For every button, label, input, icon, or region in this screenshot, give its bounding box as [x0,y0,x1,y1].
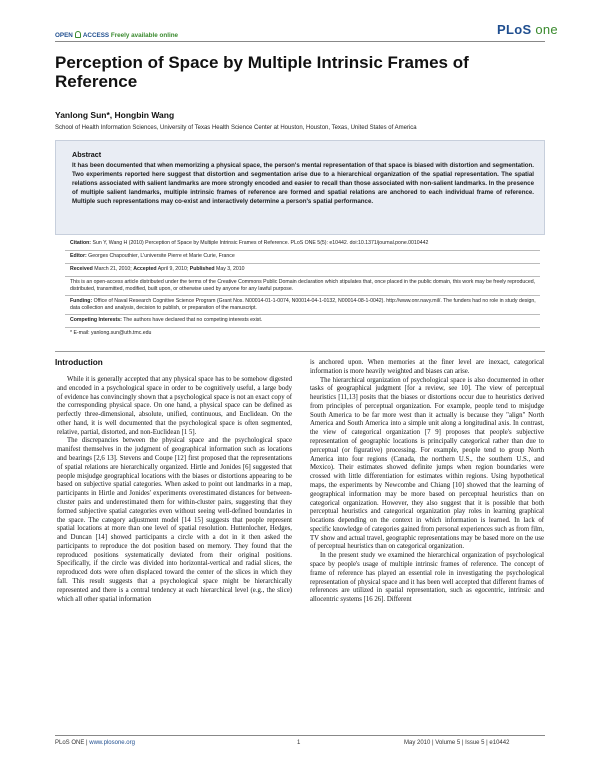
paragraph: In the present study we examined the hierarchical organization of psychological space by people's usage of multiple intrinsic frames of reference. The concept of frame of reference has played an essential role in investigating the psychological representation of physical space and it has been well accepted that different frames of references are utilized in spatial representation, such as egocentric, intrinsic and allocentric systems [16 26]. Different [310,552,544,604]
author-email: * E-mail: yanlong.sun@uth.tmc.edu [70,330,152,336]
journal-logo [497,22,558,37]
open-access-banner [55,31,178,39]
meta-divider [65,250,540,251]
citation-text: Sun Y, Wang H (2010) Perception of Space by Multiple Intrinsic Frames of Reference. PLoS ONE 5(5): e10442. doi:10.1371/journal.pone.0010442 [92,240,429,246]
paragraph: is anchored upon. When memories at the finer level are inexact, categorical information is more heavily weighted and biases can arise. [310,359,544,375]
paragraph: The discrepancies between the physical space and the psychological space manifest themselves in the judgment of geographical information such as locations and bearings [2,6 13]. Stevens and Coupe [12] first proposed that the representations of spatial relations are hierarchically organized. Hirtle and Jonides [6] suggested that people misjudge geographical locations with the biases or distortions appearing to be based on subjective spatial categories. When asked to point out landmarks in a map, participants in Hirtle and Jonides' experiments overestimated distances for between-cluster pairs and underestimated them for within-cluster pairs, suggesting that they formed subjective spatial categories even without seeing well-defined boundaries in the space. The category adjustment model [14 15] suggests that people represent spatial locations at more than one level of spatial resolution. Huttenlocher, Hedges, and Duncan [14] showed participants a circle with a dot in it then asked the participants to reproduce the dot position based on memory. They found that the reproduced positions systematically deviated from their original positions. Specifically, if the circle was divided into horizontal-vertical and radial slices, the reproduced dots were often displaced toward the center of the slices in which they fall. This result suggests that a psychological space might be hierarchically represented and there is a central tendency at each hierarchical level (e.g., the slice) which all other spatial information [57,437,292,603]
journal-header [0,0,600,58]
received-label: Received [70,266,93,272]
left-column [57,376,292,604]
accepted-label: Accepted [133,266,157,272]
freely-available-label: Freely available online [110,32,179,39]
section-rule [55,351,545,352]
competing-text: The authors have declared that no competing interests exist. [123,317,263,323]
license-text: This is an open-access article distributed under the terms of the Creative Commons Public Domain declaration which stipulates that, once placed in the public domain, this work may be freely reproduced, distributed, transmitted, modified, built upon, or otherwise used by anyone for any lawful purpose. [70,279,536,293]
abstract-text: It has been documented that when memorizing a physical space, the person's mental representation of that space is biased with distortion and segmentation. Two experiments reported here suggest that distortion and segmentation arise due to a hierarchical organization of the spatial representation. The spatial relations associated with salient landmarks are more strongly encoded and easier to recall than those associated with non-salient landmarks. In the presence of multiple salient landmarks, multiple intrinsic frames of reference are formed and spatial relations are anchored to each individual frame of reference. Multiple such representations may co-exist and interactively determine a person's spatial performance. [72,162,534,205]
received-date: March 21, 2010; [94,266,132,272]
page-number: 1 [297,740,301,746]
header-rule [55,41,545,42]
footer-journal-name: PLoS ONE [55,740,85,746]
citation-label: Citation: [70,240,92,246]
meta-divider [65,295,540,296]
footer-rule [55,735,545,736]
footer-separator: | [86,740,88,746]
accepted-date: April 9, 2010; [157,266,189,272]
editor-line [70,253,540,260]
citation-line [70,240,540,247]
published-date: May 3, 2010 [216,266,245,272]
open-label: OPEN [55,32,73,39]
logo-one: one [535,22,558,37]
meta-divider [65,327,540,328]
author-affiliation: School of Health Information Sciences, University of Texas Health Science Center at Houston, Houston, Texas, United States of America [55,125,417,131]
meta-divider [65,276,540,277]
introduction-heading: Introduction [55,358,103,367]
right-column [310,359,544,605]
abstract-heading: Abstract [72,150,102,159]
meta-divider [65,263,540,264]
editor-text: Georges Chapouthier, L'universite Pierre et Marie Curie, France [88,253,235,259]
paragraph: The hierarchical organization of psychological space is also documented in other tasks of geographical judgment [for a review, see 10]. The view of perceptual heuristics [11,13] posits that the biases or distortions occur due to heuristics derived from principles of perceptual organization. For example, people tend to misjudge South America to be far more west than it actually is because they "align" North America and South America into a simple unit along a longitudinal axis. In contrast, the view of categorical organization [7 9] proposes that people's subjective representation of geographic locations is principally categorical rather than due to perceptual (or figurative) processing. For example, people tend to group North America into four regions (Canada, the northern U.S., the southern U.S., and Mexico). Their estimates showed definite jumps when region boundaries were crossed with little differentiation for estimates within regions. Using hypothetical maps, the experiments by Newcombe and Chiang [10] showed that the learning of geographical information may be more based on perceptual heuristics than on categorical organization. However, they also suggest that it is possible that both perceptual heuristics and categorical organization play roles in learning graphical locations depending on the context in which information is learned. In lack of specific knowledge of categories gained from personal experiences such as from film, TV show and actual travel, geographic representations may be based more on the use of perceptual heuristics than on categorical organization. [310,376,544,551]
published-label: Published [189,266,215,272]
open-lock-icon [75,31,81,38]
issue-info: May 2010 | Volume 5 | Issue 5 | e10442 [404,740,510,746]
access-label: ACCESS [82,32,110,39]
funding-line [70,298,540,312]
meta-divider [65,314,540,315]
competing-line [70,317,540,324]
paragraph: While it is generally accepted that any physical space has to be somehow digested and encoded in a psychological space in order to be cognitively useful, a large body of evidence has convincingly shown that a psychological space is not an exact copy of the corresponding physical space. On one hand, a physical space can be defined as perfectly three-dimensional, absolute, unified, continuous, and Euclidean. On the other hand, it is well documented that the psychological space is often segmented, relative, partial, distorted, and non-Euclidean [1 5]. [57,376,292,436]
funding-text: Office of Naval Research Cognitive Science Program (Grant Nos. N00014-01-1-0074, N00014-04-1-0132, N00014-08-1-0042). http://www.onr.navy.mil/. The funders had no role in study design, data collection and analysis, decision to publish, or preparation of the manuscript. [70,298,536,312]
article-authors: Yanlong Sun*, Hongbin Wang [55,110,175,120]
funding-label: Funding: [70,298,93,304]
competing-label: Competing Interests: [70,317,122,323]
dates-line [70,266,540,273]
footer-journal [55,740,135,746]
footer-url-link[interactable]: www.plosone.org [89,740,135,746]
abstract-box [55,140,545,235]
logo-plos: PLoS [497,22,532,37]
editor-label: Editor: [70,253,87,259]
article-title: Perception of Space by Multiple Intrinsic Frames of Reference [55,53,469,91]
